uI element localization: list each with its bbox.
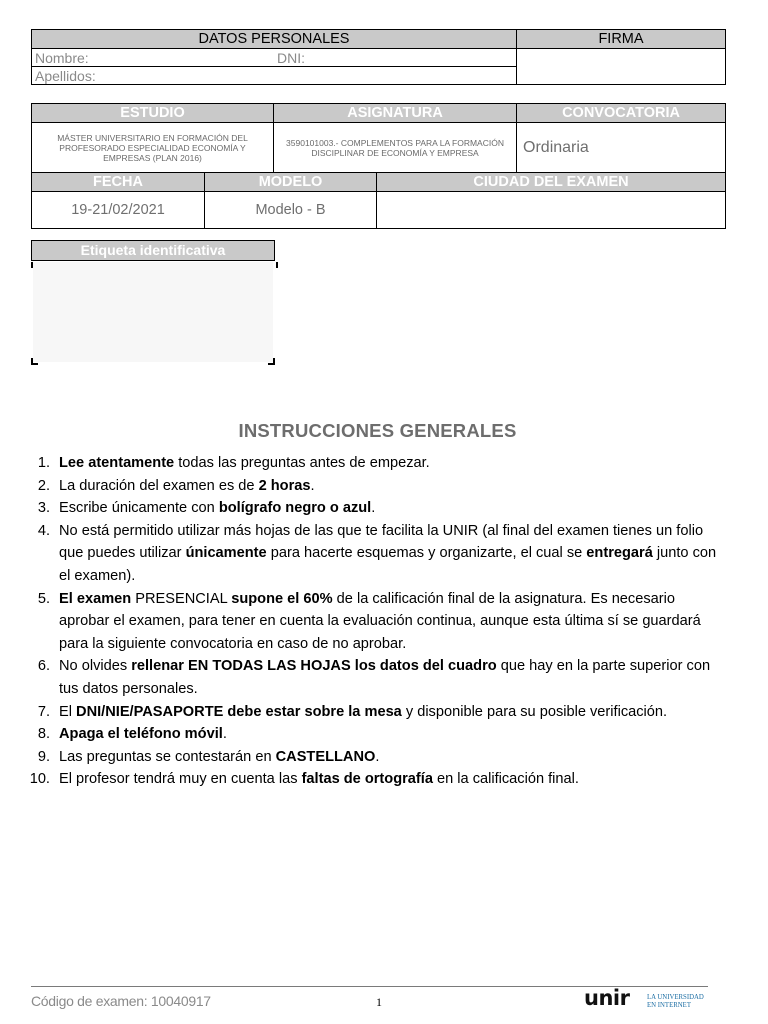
corner-mark (271, 262, 278, 268)
instruction-text: y disponible para su posible verificación. (401, 703, 668, 720)
fecha-value: 19-21/02/2021 (32, 192, 205, 229)
instruction-text: que hay en la parte superior con tus datos personales. (59, 658, 711, 697)
instruction-item (24, 655, 729, 700)
instruction-emphasis: faltas de ortografía (301, 771, 433, 788)
instruction-text: para hacerte esquemas y organizarte, el cual se (266, 545, 587, 562)
asignatura-value: 3590101003.- COMPLEMENTOS PARA LA FORMACIÓN DISCIPLINAR DE ECONOMÍA Y EMPRESA (274, 123, 517, 173)
instruction-emphasis: entregará (586, 545, 653, 562)
instruction-text: El (59, 703, 77, 720)
instruction-number: 3. (37, 500, 50, 517)
instruction-emphasis: CASTELLANO (275, 748, 376, 765)
instruction-text: todas las preguntas antes de empezar. (174, 455, 430, 471)
nombre-field[interactable] (32, 49, 517, 67)
tagline-line-2: EN INTERNET (647, 1002, 691, 1009)
convocatoria-value: Ordinaria (517, 123, 726, 173)
corner-mark (31, 358, 38, 365)
instruction-emphasis: únicamente (185, 545, 267, 562)
personal-data-table (31, 29, 726, 85)
unir-logo-mark: unir (584, 986, 630, 1010)
ciudad-header: CIUDAD DEL EXAMEN (377, 173, 726, 192)
instruction-emphasis: El examen (59, 590, 132, 607)
instruction-emphasis: Apaga el teléfono móvil (59, 726, 223, 743)
instruction-item (24, 701, 729, 724)
instruction-number: 2. (37, 477, 50, 494)
modelo-header: MODELO (205, 173, 377, 192)
instruction-text: La duración del examen es de (59, 477, 259, 494)
firma-header: FIRMA (517, 30, 726, 49)
instruction-emphasis: rellenar EN TODAS LAS HOJAS los datos del cuadro (131, 658, 497, 675)
apellidos-field[interactable] (32, 67, 517, 85)
instruction-number: 6. (37, 658, 50, 675)
ciudad-value[interactable] (377, 192, 726, 229)
instruction-text: El profesor tendrá muy en cuenta las (59, 771, 302, 788)
instruction-number: 7. (37, 703, 50, 720)
instruction-item (24, 746, 729, 769)
study-table (31, 103, 726, 229)
instruction-item (24, 475, 729, 498)
instruction-item (24, 497, 729, 520)
instruction-number: 5. (37, 590, 50, 607)
instruction-number: 1. (37, 455, 50, 471)
apellidos-label: Apellidos: (35, 67, 96, 84)
instruction-item (24, 588, 729, 656)
tagline-line-1: LA UNIVERSIDAD (647, 994, 704, 1001)
corner-mark (268, 358, 275, 365)
firma-box[interactable] (517, 49, 726, 85)
instruction-text: . (310, 477, 315, 494)
instructions-title: INSTRUCCIONES GENERALES (238, 420, 517, 441)
instruction-text: de la calificación final de la asignatura. Es necesario aprobar el examen, para tener en cuenta la evaluación continua, aunque esta última sí se guardará para la siguiente convocatoria en caso de no aprobar. (59, 590, 701, 652)
estudio-value: MÁSTER UNIVERSITARIO EN FORMACIÓN DEL PROFESORADO ESPECIALIDAD ECONOMÍA Y EMPRESAS (PLAN 2016) (32, 123, 274, 173)
asignatura-header: ASIGNATURA (274, 104, 517, 123)
nombre-label: Nombre: (35, 49, 89, 66)
instruction-text: No está permitido utilizar más hojas de las que te facilita la UNIR (al final del examen tienes un folio que puedes utilizar (59, 522, 704, 562)
instruction-emphasis: supone el 60% (231, 590, 333, 607)
instruction-item (24, 520, 729, 588)
instruction-text: Las preguntas se contestarán en (59, 748, 276, 765)
estudio-header: ESTUDIO (32, 104, 274, 123)
instruction-text: . (375, 748, 380, 765)
instruction-emphasis: bolígrafo negro o azul (218, 500, 372, 517)
modelo-value: Modelo - B (205, 192, 377, 229)
instruction-text: Escribe únicamente con (59, 500, 219, 517)
instructions-list (24, 452, 729, 791)
unir-logo-tagline (647, 994, 704, 1010)
personal-data-header: DATOS PERSONALES (32, 30, 517, 49)
instruction-text: No olvides (59, 658, 132, 675)
instruction-number: 8. (37, 726, 50, 743)
instruction-text: en la calificación final. (432, 771, 579, 788)
instruction-item (24, 768, 729, 791)
instruction-text: . (371, 500, 376, 517)
instruction-emphasis: Lee atentamente (59, 455, 175, 471)
instruction-item (24, 723, 729, 746)
dni-label: DNI: (277, 49, 305, 66)
instruction-number: 9. (37, 748, 50, 765)
instruction-text: . (222, 726, 227, 743)
instruction-emphasis: 2 horas (258, 477, 311, 494)
id-label-header: Etiqueta identificativa (31, 240, 275, 261)
exam-code: Código de examen: 10040917 (31, 993, 211, 1009)
convocatoria-header: CONVOCATORIA (517, 104, 726, 123)
instruction-number: 4. (37, 522, 50, 539)
instruction-text: PRESENCIAL (131, 590, 232, 607)
instruction-emphasis: DNI/NIE/PASAPORTE debe estar sobre la mesa (76, 703, 402, 720)
id-label-sticker-box (33, 262, 273, 362)
instruction-item (24, 452, 729, 475)
instruction-number: 10. (29, 771, 50, 788)
instruction-text: junto con el examen). (59, 545, 717, 584)
id-label-area (31, 240, 275, 365)
page-number: 1 (376, 995, 382, 1009)
fecha-header: FECHA (32, 173, 205, 192)
corner-mark (31, 262, 38, 268)
